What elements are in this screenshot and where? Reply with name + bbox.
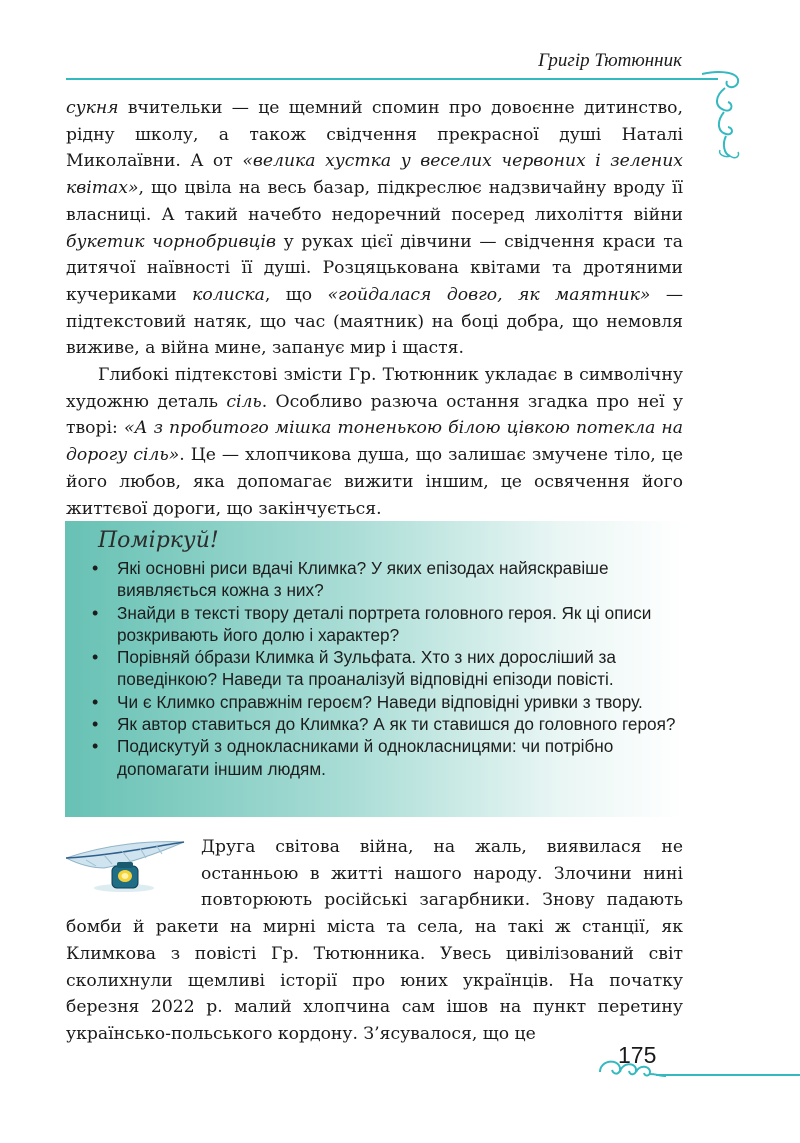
text-run: , що xyxy=(264,284,328,305)
header-rule xyxy=(66,78,718,80)
text-run: Глибокі підтекстові змісти Гр. Тютюнник укладає в символічну художню деталь xyxy=(66,365,683,412)
italic-quote: «гойдалася довго, як маятник» xyxy=(327,284,651,305)
page-number: 175 xyxy=(618,1042,657,1068)
page-header xyxy=(0,44,700,80)
running-header-author: Григір Тютюнник xyxy=(538,50,682,71)
italic-term: сіль xyxy=(226,391,262,412)
think-section xyxy=(65,521,684,817)
text-run: . Особливо разюча остання згадка про неї у творі: xyxy=(66,391,683,439)
text-run: — підтекстовий натяк, що час (маятник) на боці добра, що немовля виживе, а війна мине, запанує мир і щастя. xyxy=(66,284,684,359)
illustration-space xyxy=(66,834,201,912)
corner-swirl-ornament-icon xyxy=(700,66,750,166)
paragraph-1 xyxy=(66,95,683,362)
question-item: • Чи є Климко справжнім героєм? Наведи відповідні уривки з твору. xyxy=(92,691,682,713)
italic-quote: «велика хустка у веселих червоних і зелених квітах» xyxy=(66,151,683,199)
question-item: • Які основні риси вдачі Климка? У яких епізодах найяскравіше виявляється кожна з них? xyxy=(92,557,682,602)
think-title: Поміркуй! xyxy=(98,528,219,553)
question-item: • Подискутуй з однокласниками й однокласницями: чи потрібно допомагати іншим людям. xyxy=(92,735,682,780)
text-run: , що цвіла на весь базар, підкреслює надзвичайну вроду її власниці. А такий начебто недоречний посеред лихоліття війни xyxy=(66,178,683,225)
text-run: . Це — хлопчикова душа, що залишає змучене тіло, це його любов, яка допомагає вижити іншим, це освячення його життєвої дороги, що закінчується. xyxy=(66,445,684,519)
question-item: • Знайди в тексті твору деталі портрета головного героя. Як ці описи розкривають його долю і характер? xyxy=(92,602,682,647)
italic-term: колиска xyxy=(192,284,265,305)
italic-quote: «А з пробитого мішка тоненькою білою цівкою потекла на дорогу сіль» xyxy=(66,418,683,466)
text-run: у руках цієї дівчини — свідчення краси та дитячої наївності її душі. Розцяцькована квітами та дротяними кучериками xyxy=(66,231,684,305)
italic-term: букетик чорнобривців xyxy=(66,231,276,252)
question-item: • Як автор ставиться до Климка? А як ти ставишся до головного героя? xyxy=(92,713,682,735)
question-list xyxy=(92,557,682,780)
paragraph-3 xyxy=(66,834,683,1048)
italic-term: сукня xyxy=(66,98,119,118)
page-footer xyxy=(0,1036,800,1096)
footer-rule xyxy=(656,1074,800,1076)
text-run: вчительки — це щемний спомин про довоєнне дитинство, рідну школу, а також свідчення прекрасної душі Наталі Миколаївни. А от xyxy=(66,98,683,172)
main-text xyxy=(66,95,683,522)
question-item: • Порівняй о́брази Климка й Зульфата. Хто з них доросліший за поведінкою? Наведи та проаналізуй відповідні епізоди повісті. xyxy=(92,646,682,691)
text-run: Друга світова війна, на жаль, виявилася не останньою в житті нашого народу. Злочини нині повторюють російські загарбники. Знову падають бомби й ракети на мирні міста та села, на такі ж станції, як Климкова з повісті Гр. Тютюнника. Увесь цивілізований світ сколихнули щемливі історії про юних українців. На початку березня 2022 р. малий хлопчина сам ішов на пункт перетину українсько-польського кордону. З’ясувалося, що це xyxy=(66,837,683,1044)
paragraph-2 xyxy=(66,362,683,522)
